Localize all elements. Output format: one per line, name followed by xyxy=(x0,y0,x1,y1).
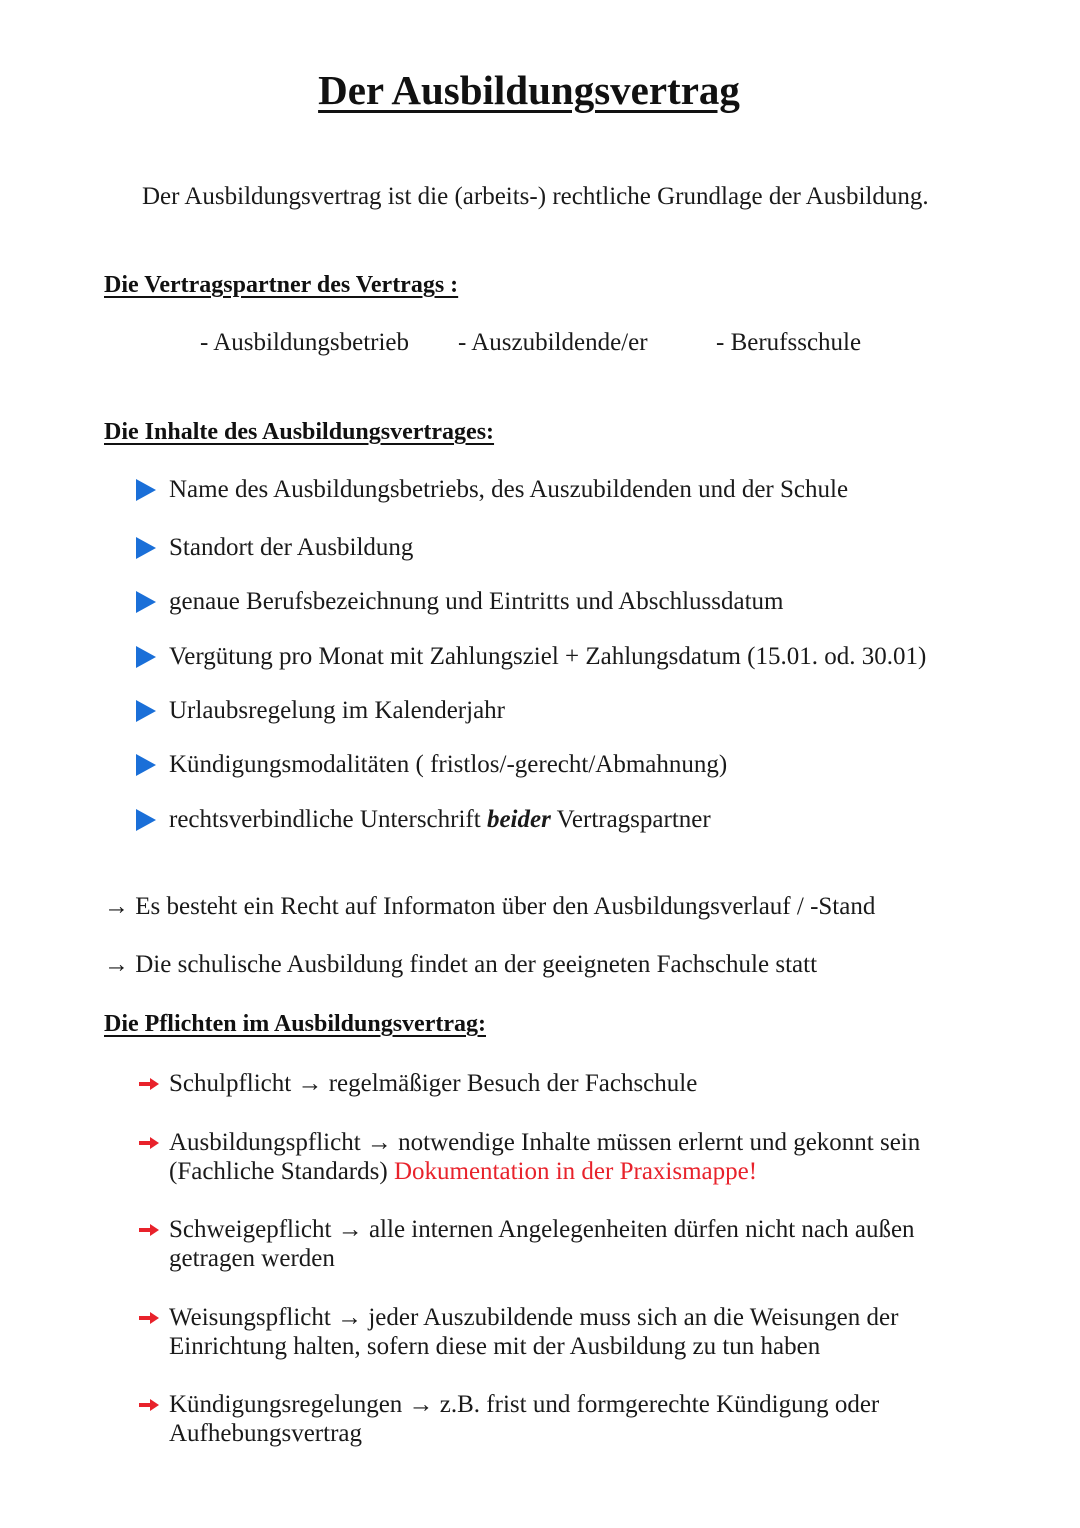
content-list-item xyxy=(136,643,926,671)
content-item-text-part: rechtsverbindliche Unterschrift xyxy=(169,806,487,833)
duty-text: Schweigepflicht → alle internen Angelegenheiten dürfen nicht nach außen getragen werden xyxy=(169,1216,915,1272)
triangle-right-icon xyxy=(136,479,156,501)
duty-list-item xyxy=(138,1128,959,1186)
red-arrow-icon xyxy=(138,1136,160,1150)
content-list-item xyxy=(136,697,505,725)
partner-item: - Berufsschule xyxy=(716,329,862,356)
content-item-text xyxy=(169,806,711,834)
content-list-item xyxy=(136,588,783,616)
intro-text: Der Ausbildungsvertrag ist die (arbeits-) rechtliche Grundlage der Ausbildung. xyxy=(142,183,929,210)
red-arrow-icon xyxy=(138,1077,160,1091)
duty-list-item xyxy=(138,1069,959,1098)
note-line: → Es besteht ein Recht auf Informaton über den Ausbildungsverlauf / -Stand xyxy=(104,893,876,920)
content-list-item xyxy=(136,534,413,562)
triangle-right-icon xyxy=(136,646,156,668)
red-arrow-icon xyxy=(138,1223,160,1237)
content-item-text: Standort der Ausbildung xyxy=(169,534,414,561)
duty-text xyxy=(169,1128,959,1186)
content-item-text: Urlaubsregelung im Kalenderjahr xyxy=(169,697,505,724)
duties-heading: Die Pflichten im Ausbildungsvertrag: xyxy=(104,1011,486,1037)
page-title: Der Ausbildungsvertrag xyxy=(318,67,740,113)
triangle-right-icon xyxy=(136,809,156,831)
triangle-right-icon xyxy=(136,591,156,613)
duty-text: Kündigungsregelungen → z.B. frist und formgerechte Kündigung oder Aufhebungsvertrag xyxy=(169,1391,880,1447)
duty-list-item xyxy=(138,1303,959,1361)
duty-list-item xyxy=(138,1215,959,1273)
red-arrow-icon xyxy=(138,1311,160,1325)
content-item-text: Kündigungsmodalitäten ( fristlos/-gerecht/Abmahnung) xyxy=(169,751,728,778)
duty-text-part: Ausbildungspflicht → notwendige Inhalte müssen erlernt und gekonnt sein (Fachliche Standards) xyxy=(169,1129,921,1185)
triangle-right-icon xyxy=(136,700,156,722)
content-item-text: Name des Ausbildungsbetriebs, des Auszubildenden und der Schule xyxy=(169,476,849,503)
highlight-text: Dokumentation in der Praxismappe! xyxy=(393,1158,758,1185)
contents-heading: Die Inhalte des Ausbildungsvertrages: xyxy=(104,419,495,445)
content-list-item xyxy=(136,806,711,834)
duty-text: Weisungspflicht → jeder Auszubildende muss sich an die Weisungen der Einrichtung halten, sofern diese mit der Ausbildung zu tun haben xyxy=(169,1304,899,1360)
partner-item: - Auszubildende/er xyxy=(458,329,648,356)
content-item-text-part: Vertragspartner xyxy=(550,806,711,833)
emphasis-text: beider xyxy=(486,806,551,833)
content-item-text: Vergütung pro Monat mit Zahlungsziel + Zahlungsdatum (15.01. od. 30.01) xyxy=(169,643,927,670)
partners-heading: Die Vertragspartner des Vertrags : xyxy=(104,272,459,298)
content-item-text: genaue Berufsbezeichnung und Eintritts und Abschlussdatum xyxy=(169,588,784,615)
note-line: → Die schulische Ausbildung findet an der geeigneten Fachschule statt xyxy=(104,951,818,978)
content-list-item xyxy=(136,751,727,779)
red-arrow-icon xyxy=(138,1398,160,1412)
triangle-right-icon xyxy=(136,537,156,559)
triangle-right-icon xyxy=(136,754,156,776)
duty-text: Schulpflicht → regelmäßiger Besuch der Fachschule xyxy=(169,1070,698,1097)
content-list-item xyxy=(136,476,848,504)
partner-item: - Ausbildungsbetrieb xyxy=(200,329,410,356)
duty-list-item xyxy=(138,1390,959,1448)
